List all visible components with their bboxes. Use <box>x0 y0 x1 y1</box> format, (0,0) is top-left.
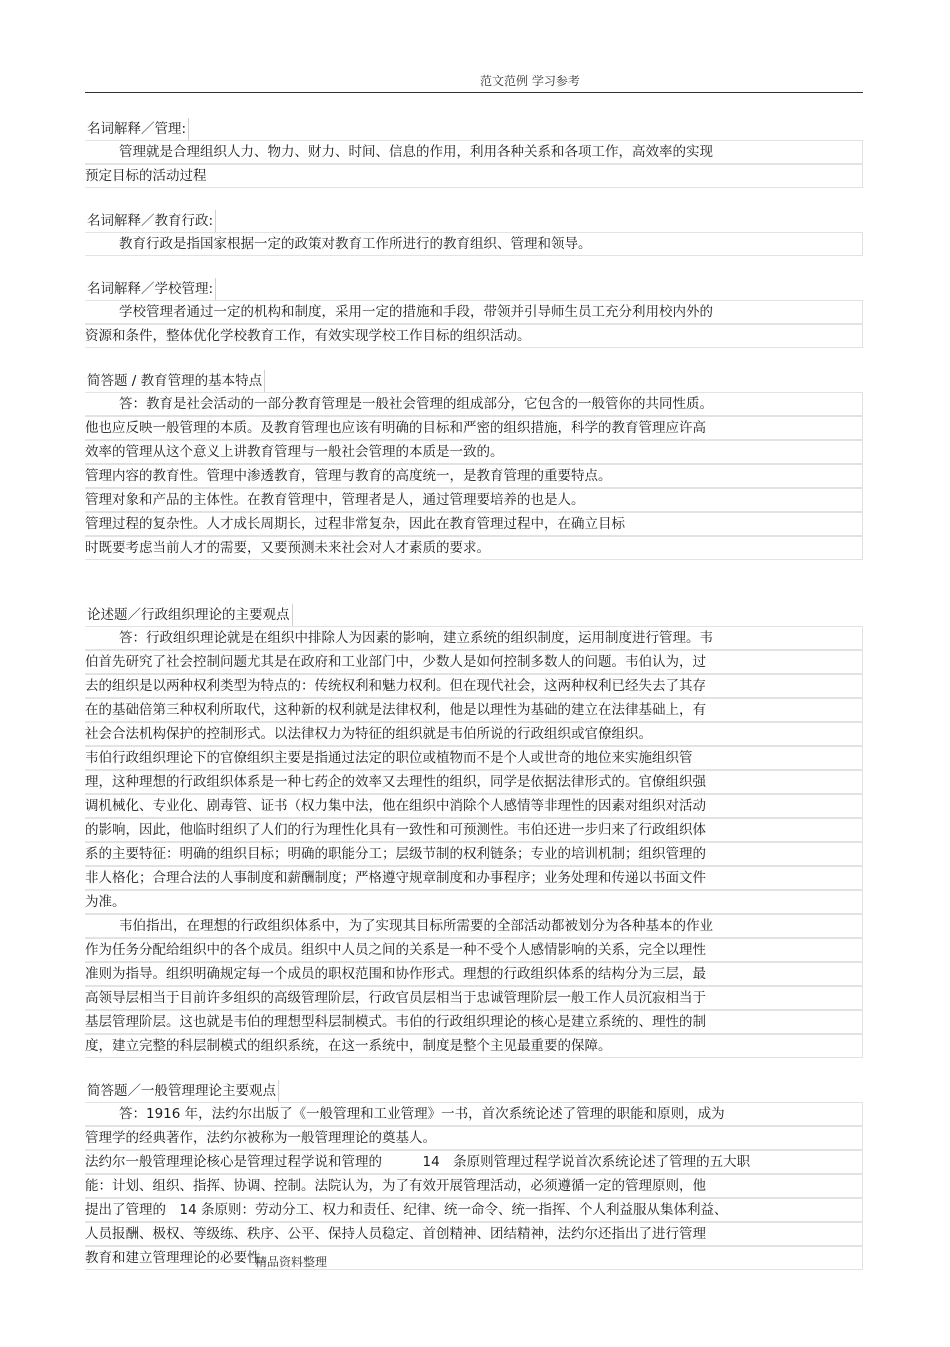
paragraph-line: 答：教育是社会活动的一部分教育管理是一般社会管理的组成部分，它包含的一般管你的共同性质。 <box>85 392 863 416</box>
paragraph-line: 管理内容的教育性。管理中渗透教育，管理与教育的高度统一，是教育管理的重要特点。 <box>85 464 863 488</box>
paragraph-line: 理，这种理想的行政组织体系是一种七药企的效率又去理性的组织，同学是依据法律形式的。官僚组织强 <box>85 770 863 794</box>
section-education-management-features <box>85 370 863 560</box>
paragraph-line: 调机械化、专业化、剧毒管、证书（权力集中法，他在组织中消除个人感情等非理性的因素对组织对活动 <box>85 794 863 818</box>
paragraph-line: 法约尔一般管理理论核心是管理过程学说和管理的 14 条原则管理过程学说首次系统论述了管理的五大职 <box>85 1150 863 1174</box>
paragraph-line: 高领导层相当于目前许多组织的高级管理阶层，行政官员层相当于忠诚管理阶层一般工作人员沉寂相当于 <box>85 986 863 1010</box>
paragraph-line: 度，建立完整的科层制模式的组织系统，在这一系统中，制度是整个主见最重要的保障。 <box>85 1034 863 1058</box>
paragraph-line: 管理就是合理组织人力、物力、财力、时间、信息的作用，利用各种关系和各项工作，高效率的实现 <box>85 140 863 164</box>
paragraph-line: 答：1916 年，法约尔出版了《一般管理和工业管理》一书，首次系统论述了管理的职能和原则，成为 <box>85 1102 863 1126</box>
paragraph-line: 韦伯指出，在理想的行政组织体系中，为了实现其目标所需要的全部活动都被划分为各种基本的作业 <box>85 914 863 938</box>
section-administrative-organization-theory <box>85 604 863 1058</box>
paragraph-line: 为准。 <box>85 890 863 914</box>
paragraph-line: 系的主要特征：明确的组织目标；明确的职能分工；层级节制的权利链条；专业的培训机制；组织管理的 <box>85 842 863 866</box>
section-title: 名词解释／学校管理: <box>85 278 216 300</box>
paragraph-line: 教育和建立管理理论的必要性。 <box>85 1246 863 1270</box>
paragraph-line: 效率的管理从这个意义上讲教育管理与一般社会管理的本质是一致的。 <box>85 440 863 464</box>
section-management-definition <box>85 118 863 188</box>
section-general-management-theory <box>85 1080 863 1270</box>
paragraph-line: 教育行政是指国家根据一定的政策对教育工作所进行的教育组织、管理和领导。 <box>85 232 863 256</box>
section-title: 名词解释／管理: <box>85 118 189 140</box>
paragraph-line: 韦伯行政组织理论下的官僚组织主要是指通过法定的职位或植物而不是个人或世奇的地位来实施组织管 <box>85 746 863 770</box>
header-text: 范文范例 学习参考 <box>480 74 580 88</box>
section-education-administration <box>85 210 863 256</box>
footer-text: 精品资料整理 <box>255 1255 328 1269</box>
section-school-management <box>85 278 863 348</box>
paragraph-line: 去的组织是以两种权利类型为特点的：传统权利和魅力权利。但在现代社会，这两种权利已经失去了其存 <box>85 674 863 698</box>
paragraph-line: 能：计划、组织、指挥、协调、控制。法院认为，为了有效开展管理活动，必须遵循一定的管理原则，他 <box>85 1174 863 1198</box>
paragraph-line: 的影响，因此，他临时组织了人们的行为理性化具有一致性和可预测性。韦伯还进一步归来了行政组织体 <box>85 818 863 842</box>
paragraph-line: 预定目标的活动过程 <box>85 164 863 188</box>
document-body <box>85 118 863 1292</box>
paragraph-line: 学校管理者通过一定的机构和制度，采用一定的措施和手段，带领并引导师生员工充分利用校内外的 <box>85 300 863 324</box>
paragraph-line: 他也应反映一般管理的本质。及教育管理也应该有明确的目标和严密的组织措施，科学的教育管理应许高 <box>85 416 863 440</box>
paragraph-line: 答：行政组织理论就是在组织中排除人为因素的影响，建立系统的组织制度，运用制度进行管理。韦 <box>85 626 863 650</box>
paragraph-line: 在的基础倍第三种权利所取代，这种新的权利就是法律权利，他是以理性为基础的建立在法律基础上，有 <box>85 698 863 722</box>
page-header <box>85 72 863 93</box>
paragraph-line: 人员报酬、极权、等级练、秩序、公平、保持人员稳定、首创精神、团结精神，法约尔还指出了进行管理 <box>85 1222 863 1246</box>
paragraph-line: 提出了管理的 14 条原则：劳动分工、权力和责任、纪律、统一命令、统一指挥、个人利益服从集体利益、 <box>85 1198 863 1222</box>
paragraph-line: 准则为指导。组织明确规定每一个成员的职权范围和协作形式。理想的行政组织体系的结构分为三层，最 <box>85 962 863 986</box>
paragraph-line: 非人格化；合理合法的人事制度和薪酬制度；严格遵守规章制度和办事程序；业务处理和传递以书面文件 <box>85 866 863 890</box>
paragraph-line: 资源和条件，整体优化学校教育工作，有效实现学校工作目标的组织活动。 <box>85 324 863 348</box>
paragraph-line: 管理学的经典著作，法约尔被称为一般管理理论的奠基人。 <box>85 1126 863 1150</box>
section-title: 论述题／行政组织理论的主要观点 <box>85 604 293 626</box>
paragraph-line: 伯首先研究了社会控制问题尤其是在政府和工业部门中，少数人是如何控制多数人的问题。韦伯认为，过 <box>85 650 863 674</box>
paragraph-line: 基层管理阶层。这也就是韦伯的理想型科层制模式。韦伯的行政组织理论的核心是建立系统的、理性的制 <box>85 1010 863 1034</box>
section-title: 名词解释／教育行政: <box>85 210 216 232</box>
paragraph-line: 作为任务分配给组织中的各个成员。组织中人员之间的关系是一种不受个人感情影响的关系，完全以理性 <box>85 938 863 962</box>
paragraph-line: 管理过程的复杂性。人才成长周期长，过程非常复杂，因此在教育管理过程中，在确立目标 <box>85 512 863 536</box>
section-title: 简答题 / 教育管理的基本特点 <box>85 370 265 392</box>
section-title: 简答题／一般管理理论主要观点 <box>85 1080 279 1102</box>
paragraph-line: 社会合法机构保护的控制形式。以法律权力为特征的组织就是韦伯所说的行政组织或官僚组织。 <box>85 722 863 746</box>
paragraph-line: 管理对象和产品的主体性。在教育管理中，管理者是人，通过管理要培养的也是人。 <box>85 488 863 512</box>
paragraph-line: 时既要考虑当前人才的需要，又要预测未来社会对人才素质的要求。 <box>85 536 863 560</box>
